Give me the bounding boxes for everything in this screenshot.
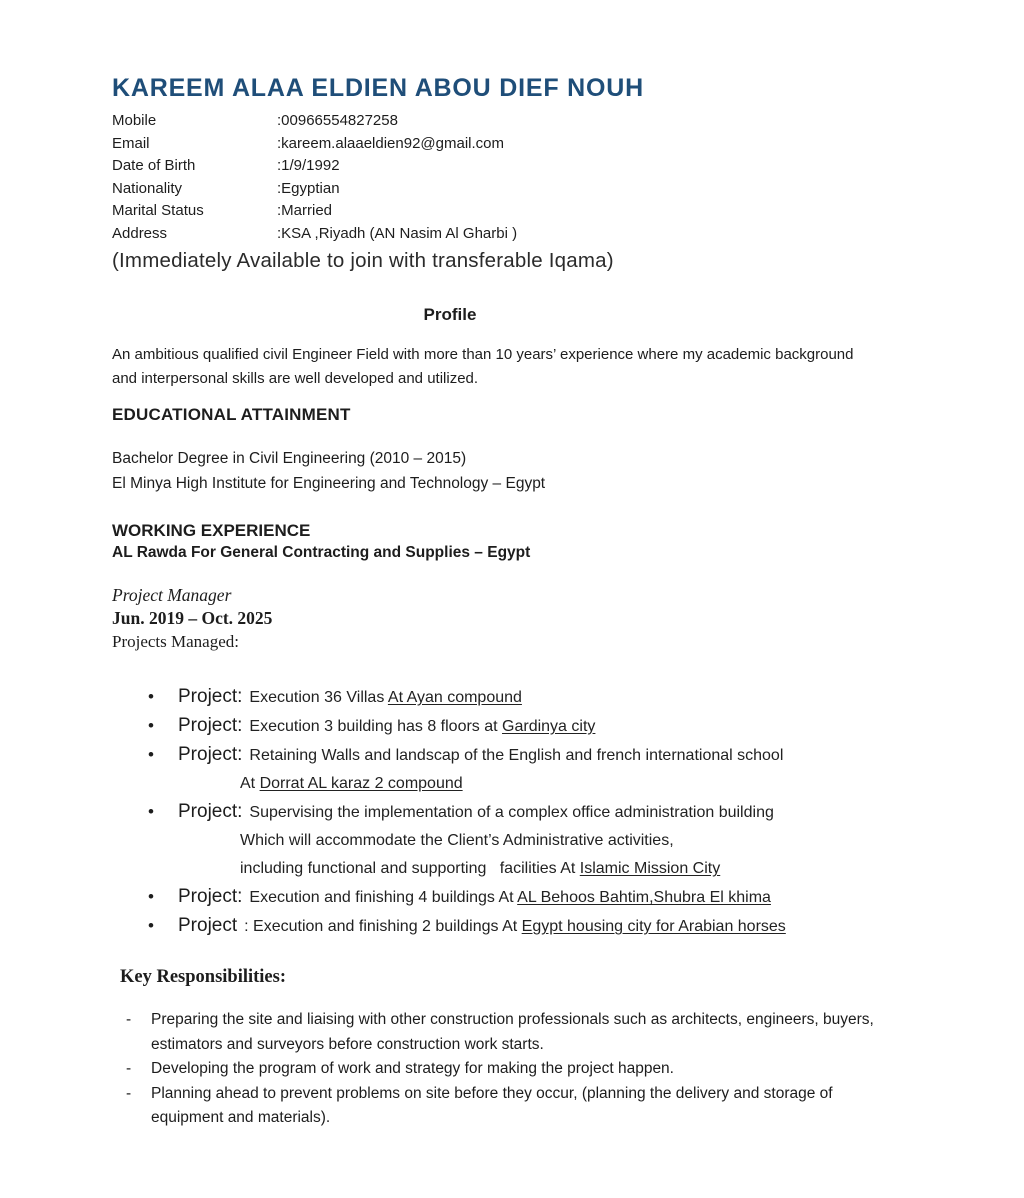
project-location-underlined: Egypt housing city for Arabian horses: [521, 918, 786, 935]
bullet-icon: •: [148, 916, 154, 935]
project-line: [178, 827, 934, 855]
dash-icon: -: [126, 1084, 132, 1102]
project-line: [178, 712, 934, 741]
project-bullet-item: [148, 798, 934, 883]
bullet-icon: •: [148, 687, 154, 706]
project-label: Project: [178, 915, 238, 936]
contact-label: Nationality: [112, 179, 183, 197]
responsibility-text: Preparing the site and liaising with other construction professionals such as architects, engineers, buyers, estimators and surveyors before construction work starts.: [151, 1011, 874, 1053]
job-title: Project Manager: [112, 585, 232, 605]
project-content: [178, 912, 934, 941]
employment-period: Jun. 2019 – Oct. 2025: [112, 608, 273, 628]
project-location-underlined: At Ayan compound: [387, 689, 522, 706]
project-label: Project:: [178, 686, 243, 707]
experience-heading: WORKING EXPERIENCE: [112, 521, 311, 540]
page-title: KAREEM ALAA ELDIEN ABOU DIEF NOUH: [112, 74, 644, 102]
responsibility-item: [120, 1082, 934, 1131]
project-content: [178, 683, 934, 712]
project-text: Retaining Walls and landscap of the English and french international school: [249, 747, 784, 764]
responsibilities-list: [112, 1008, 934, 1131]
bullet-icon: •: [148, 802, 154, 821]
bullet-icon: •: [148, 716, 154, 735]
dash-icon: -: [126, 1011, 132, 1028]
responsibility-item: [120, 1057, 934, 1082]
contact-row: [112, 223, 934, 246]
contact-row: [112, 155, 934, 178]
contact-row: [112, 110, 934, 133]
responsibility-text: Developing the program of work and strategy for making the project happen.: [151, 1060, 674, 1077]
education-line: Bachelor Degree in Civil Engineering (2010 – 2015): [112, 450, 467, 467]
project-text: Supervising the implementation of a complex office administration building: [249, 804, 774, 821]
profile-section: [112, 304, 788, 326]
contact-label: Date of Birth: [112, 157, 196, 174]
project-line: [178, 770, 934, 798]
project-content: [178, 883, 934, 912]
project-text: including functional and supporting facilities At: [240, 860, 580, 877]
project-text: At: [240, 775, 260, 792]
contact-value: :Married: [277, 202, 333, 219]
contact-value: :1/9/1992: [277, 157, 340, 174]
project-location-underlined: Gardinya city: [502, 718, 596, 735]
project-location-underlined: AL Behoos Bahtim,Shubra El khima: [517, 889, 771, 906]
contact-row: [112, 200, 934, 223]
project-bullet-item: [148, 712, 934, 741]
profile-heading: Profile: [423, 305, 477, 324]
project-label: Project:: [178, 801, 243, 822]
responsibility-text: Planning ahead to prevent problems on site before they occur, (planning the delivery and storage of equipment and materials).: [151, 1084, 833, 1126]
project-line: [178, 883, 934, 912]
contact-value: :KSA ,Riyadh (AN Nasim Al Gharbi ): [277, 224, 518, 242]
project-bullet-item: [148, 912, 934, 941]
contact-row: [112, 178, 934, 201]
project-text: Execution and finishing 4 buildings At: [249, 889, 518, 906]
project-bullet-item: [148, 683, 934, 712]
profile-text: An ambitious qualified civil Engineer Field with more than 10 years’ experience where my academic background and interpersonal skills are well developed and utilized.: [112, 346, 854, 387]
project-text: Execution 3 building has 8 floors at: [249, 718, 503, 735]
contact-value: :kareem.alaaeldien92@gmail.com: [277, 134, 505, 152]
contact-label: Address: [112, 224, 168, 242]
project-line: [178, 741, 934, 770]
project-label: Project:: [178, 715, 243, 736]
project-line: [178, 912, 934, 941]
projects-managed-label: Projects Managed:: [112, 632, 239, 651]
education-lines: [112, 446, 934, 496]
responsibilities-heading: Key Responsibilities:: [120, 967, 286, 987]
project-line: [178, 683, 934, 712]
project-bullet-item: [148, 741, 934, 798]
education-heading: EDUCATIONAL ATTAINMENT: [112, 405, 351, 424]
project-bullet-item: [148, 883, 934, 912]
contact-label: Marital Status: [112, 202, 204, 219]
project-content: [178, 741, 934, 798]
project-line: [178, 855, 934, 883]
project-content: [178, 798, 934, 883]
availability-note: (Immediately Available to join with transferable Iqama): [112, 249, 614, 272]
contact-label: Mobile: [112, 112, 157, 129]
project-line: [178, 798, 934, 827]
project-label: Project:: [178, 886, 243, 907]
project-location-underlined: Dorrat AL karaz 2 compound: [259, 775, 463, 792]
contact-info: [112, 110, 934, 245]
responsibility-item: [120, 1008, 934, 1057]
contact-value: :Egyptian: [277, 179, 340, 197]
project-content: [178, 712, 934, 741]
education-line: El Minya High Institute for Engineering and Technology – Egypt: [112, 475, 546, 492]
dash-icon: -: [126, 1060, 132, 1077]
project-text: Execution 36 Villas: [249, 689, 388, 706]
project-location-underlined: Islamic Mission City: [579, 860, 721, 877]
project-label: Project:: [178, 744, 243, 765]
contact-row: [112, 133, 934, 156]
bullet-icon: •: [148, 745, 154, 764]
project-text: Which will accommodate the Client’s Administrative activities,: [240, 832, 674, 849]
project-text: : Execution and finishing 2 buildings At: [244, 918, 522, 935]
projects-list: [112, 683, 934, 941]
bullet-icon: •: [148, 887, 154, 906]
contact-label: Email: [112, 134, 150, 152]
contact-value: :00966554827258: [277, 112, 398, 129]
company-name: AL Rawda For General Contracting and Supplies – Egypt: [112, 544, 531, 561]
